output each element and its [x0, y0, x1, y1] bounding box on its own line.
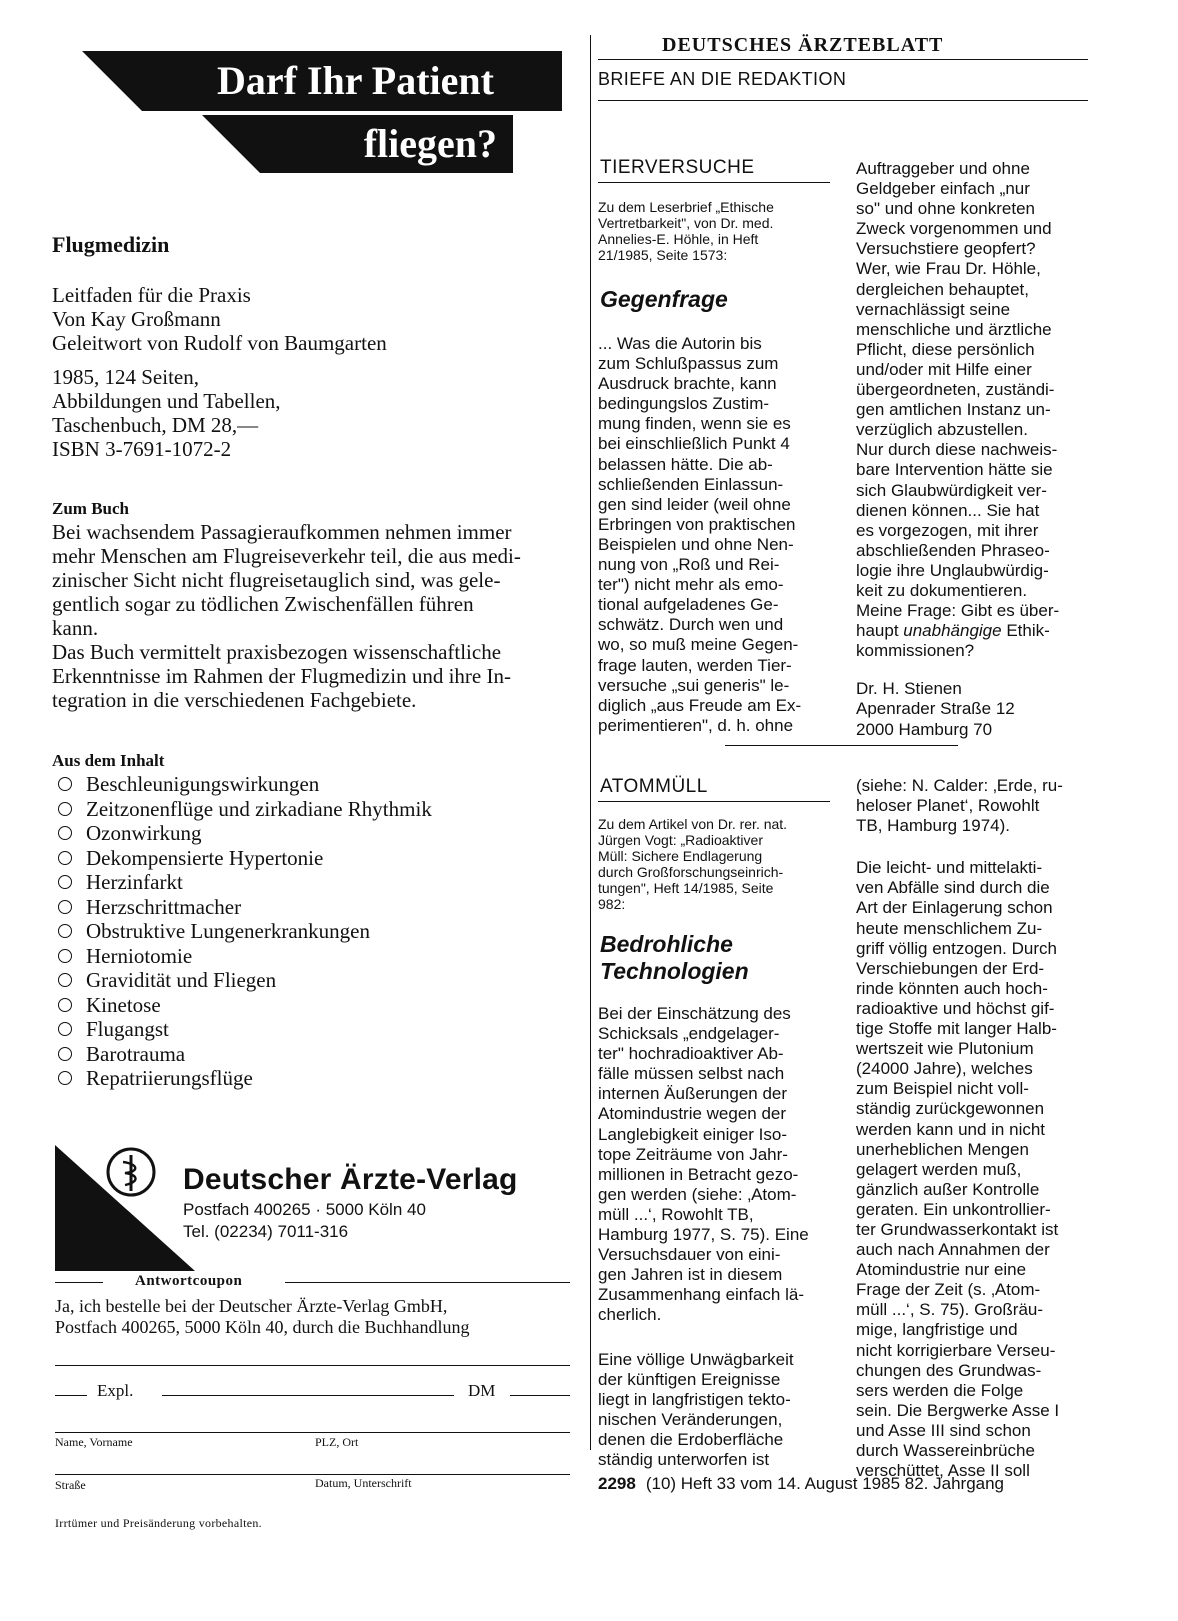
circle-bullet-icon — [58, 1047, 72, 1061]
text-line: ... Was die Autorin bis — [598, 334, 762, 353]
text-line: gen amtlichen Instanz un- — [856, 400, 1051, 420]
text-line: so" und ohne konkreten — [856, 199, 1035, 219]
text-line: sich Glaubwürdigkeit ver- — [856, 480, 1047, 500]
text-line: ständig zurückgewonnen — [856, 1099, 1045, 1119]
text-line: ständig unterworfen ist — [598, 1449, 770, 1469]
intro-line: Annelies-E. Höhle, in Heft — [598, 231, 759, 247]
text-line: cherlich. — [598, 1305, 662, 1325]
text-line: Atomindustrie nur eine — [856, 1260, 1027, 1280]
text-line: Pflicht, diese persönlich — [856, 339, 1035, 359]
book-details — [52, 283, 387, 355]
circle-bullet-icon — [58, 949, 72, 963]
pub-line: Taschenbuch, DM 28,— — [52, 413, 259, 437]
text-line: schließenden Einlassun- — [598, 474, 784, 494]
text-line: heloser Planet‘, Rowohlt — [856, 796, 1040, 816]
circle-bullet-icon — [58, 900, 72, 914]
text-line: Verschiebungen der Erd- — [856, 958, 1045, 978]
ad-banner-top — [82, 51, 562, 111]
intro-line: Zu dem Artikel von Dr. rer. nat. — [598, 816, 788, 832]
text-line: chungen des Grundwas- — [856, 1360, 1042, 1380]
zum-buch-line: kann. — [52, 616, 99, 640]
publisher-tel: Tel. (02234) 7011-316 — [183, 1222, 349, 1241]
label-datum: Datum, Unterschrift — [315, 1476, 412, 1490]
text-line: auch nach Annahmen der — [856, 1240, 1050, 1260]
coupon-line: Ja, ich bestelle bei der Deutscher Ärzte-Verlag GmbH, — [55, 1296, 448, 1316]
text-line: radioaktive und höchst gif- — [856, 998, 1055, 1018]
zum-buch-line: mehr Menschen am Flugreiseverkehr teil, die aus medi- — [52, 544, 521, 568]
ad-banner-bottom — [202, 115, 513, 173]
intro-line: tungen", Heft 14/1985, Seite — [598, 880, 774, 896]
circle-bullet-icon — [58, 802, 72, 816]
text-line: Hamburg 1977, S. 75). Eine — [598, 1225, 809, 1245]
spacer — [856, 661, 1059, 679]
text-line: der künftigen Ereignisse — [598, 1369, 781, 1389]
form-line-buchhandlung[interactable] — [55, 1365, 570, 1366]
text-line: es vorgezogen, mit ihrer — [856, 520, 1039, 540]
text-line: kommissionen? — [856, 641, 975, 661]
text-line: internen Äußerungen der — [598, 1084, 788, 1104]
inhalt-item-label: Herzinfarkt — [86, 870, 183, 894]
text-line: Eine völlige Unwägbarkeit — [598, 1349, 794, 1369]
book-pub-info — [52, 365, 281, 461]
text-run: haupt — [856, 621, 904, 641]
inhalt-item — [52, 993, 432, 1018]
text-line: gen Jahren ist in diesem — [598, 1265, 783, 1285]
intro-line: Zu dem Leserbrief „Ethische — [598, 199, 774, 215]
zum-buch-heading: Zum Buch — [52, 499, 129, 518]
inhalt-heading: Aus dem Inhalt — [52, 751, 165, 770]
text-line: belassen hätte. Die ab- — [598, 454, 773, 474]
text-line: Auftraggeber und ohne — [856, 159, 1030, 178]
intro-line: 982: — [598, 896, 626, 912]
inhalt-item-label: Gravidität und Fliegen — [86, 968, 277, 992]
text-line: dergleichen behauptet, — [856, 279, 1029, 299]
text-line: wertszeit wie Plutonium — [856, 1039, 1034, 1059]
text-line: gelagert werden muß, — [856, 1159, 1022, 1179]
text-line: nung von „Roß und Rei- — [598, 555, 780, 575]
text-line: durch Wassereinbrüche — [856, 1441, 1035, 1460]
text-line: logie ihre Unglaubwürdig- — [856, 560, 1049, 580]
letter-separator — [725, 745, 958, 746]
text-line: bare Intervention hätte sie — [856, 460, 1053, 480]
inhalt-item — [52, 846, 432, 871]
text-line: und Asse III sind schon — [856, 1420, 1031, 1440]
text-line: griff völlig entzogen. Durch — [856, 938, 1057, 958]
intro-line: 21/1985, Seite 1573: — [598, 247, 728, 263]
text-line: Schicksals „endgelager- — [598, 1024, 780, 1044]
publisher-address: Postfach 400265 · 5000 Köln 40 — [183, 1200, 426, 1219]
text-line: ter" hochradioaktiver Ab- — [598, 1044, 784, 1064]
text-line: liegt in langfristigen tekto- — [598, 1389, 791, 1409]
text-line: verzüglich abzustellen. — [856, 420, 1028, 440]
inhalt-item — [52, 1066, 432, 1091]
letter2-headline — [600, 931, 749, 985]
label-expl: Expl. — [97, 1381, 134, 1400]
inhalt-item — [52, 797, 432, 822]
circle-bullet-icon — [58, 851, 72, 865]
banner-headline-line2: fliegen? — [363, 121, 497, 166]
text-line: Atomindustrie wegen der — [598, 1104, 787, 1124]
section-title: BRIEFE AN DIE REDAKTION — [598, 69, 847, 89]
headline-line: Technologien — [600, 958, 749, 984]
page-divider — [590, 35, 591, 1450]
inhalt-item-label: Ozonwirkung — [86, 821, 202, 845]
text-line: zum Schlußpassus zum — [598, 354, 779, 374]
circle-bullet-icon — [58, 973, 72, 987]
text-line: mige, langfristige und — [856, 1320, 1018, 1340]
zum-buch-line: Erkenntnisse im Rahmen der Flugmedizin und ihre In- — [52, 664, 511, 688]
pub-line: ISBN 3-7691-1072-2 — [52, 437, 232, 461]
text-line: versuche „sui generis" le- — [598, 675, 790, 695]
form-line-strasse[interactable] — [55, 1474, 570, 1475]
text-line: Die leicht- und mittelakti- — [856, 858, 1043, 878]
form-line-name[interactable] — [55, 1432, 570, 1433]
text-line: verschüttet, Asse II soll — [856, 1461, 1030, 1481]
text-line: heute menschlichem Zu- — [856, 918, 1043, 938]
text-line: ter Grundwasserkontakt ist — [856, 1219, 1059, 1239]
text-line: tope Zeiträume von Jahr- — [598, 1144, 788, 1164]
text-line: und/oder mit Hilfe einer — [856, 359, 1032, 379]
text-line: (24000 Jahre), welches — [856, 1059, 1033, 1079]
inhalt-item — [52, 895, 432, 920]
text-line: keit zu dokumentieren. — [856, 580, 1028, 600]
circle-bullet-icon — [58, 998, 72, 1012]
inhalt-item-label: Beschleunigungswirkungen — [86, 772, 320, 796]
signature-line: 2000 Hamburg 70 — [856, 719, 993, 739]
disclaimer: Irrtümer und Preisänderung vorbehalten. — [55, 1516, 262, 1530]
text-line: Langlebigkeit einiger Iso- — [598, 1124, 788, 1144]
intro-line: Vertretbarkeit", von Dr. med. — [598, 215, 774, 231]
inhalt-item-label: Herzschrittmacher — [86, 894, 242, 919]
label-plz: PLZ, Ort — [315, 1435, 359, 1449]
text-line: unerheblichen Mengen — [856, 1139, 1029, 1159]
inhalt-item — [52, 944, 432, 969]
text-line: ven Abfälle sind durch die — [856, 878, 1050, 898]
masthead-rule — [598, 59, 1088, 60]
text-line: sein. Die Bergwerke Asse I — [856, 1400, 1060, 1420]
inhalt-item-label: Barotrauma — [86, 1041, 186, 1066]
inhalt-item — [52, 772, 432, 797]
zum-buch-line: gentlich sogar zu tödlichen Zwischenfällen führen — [52, 592, 474, 616]
inhalt-item — [52, 821, 432, 846]
letter2-topic-rule — [598, 801, 830, 802]
detail-line: Von Kay Großmann — [52, 307, 221, 331]
text-line: perimentieren", d. h. ohne — [598, 715, 794, 735]
inhalt-item-label: Kinetose — [86, 992, 161, 1017]
text-line: Frage der Zeit (s. ‚Atom- — [856, 1280, 1041, 1300]
section-rule — [598, 100, 1088, 101]
banner-headline-line1: Darf Ihr Patient — [217, 58, 494, 103]
text-line: Erbringen von praktischen — [598, 514, 796, 534]
page-number: 2298 — [598, 1474, 636, 1493]
inhalt-item-label: Flugangst — [86, 1017, 169, 1041]
circle-bullet-icon — [58, 924, 72, 938]
intro-line: Jürgen Vogt: „Radioaktiver — [598, 832, 763, 848]
text-line: dienen können... Sie hat — [856, 500, 1040, 520]
text-line: diglich „aus Freude am Ex- — [598, 695, 802, 715]
text-line: nischen Veränderungen, — [598, 1409, 783, 1429]
zum-buch-line: zinischer Sicht nicht flugreisetauglich sind, was gele- — [52, 568, 501, 592]
text-line: mung finden, wenn sie es — [598, 414, 791, 434]
coupon-rule-left — [55, 1282, 103, 1283]
inhalt-item-label: Herniotomie — [86, 943, 193, 968]
text-line: millionen in Betracht gezo- — [598, 1164, 799, 1184]
text-line: schwätz. Durch wen und — [598, 615, 784, 635]
inhalt-item-label: Dekompensierte Hypertonie — [86, 845, 324, 870]
text-line: bedingungslos Zustim- — [598, 394, 770, 414]
zum-buch-line: Das Buch vermittelt praxisbezogen wissenschaftliche — [52, 640, 502, 664]
intro-line: Müll: Sichere Endlagerung — [598, 848, 763, 864]
book-title — [52, 232, 169, 258]
text-line: rinde könnten auch hoch- — [856, 978, 1048, 998]
text-line: Zweck vorgenommen und — [856, 219, 1052, 239]
signature-line: Dr. H. Stienen — [856, 679, 962, 699]
book-title-text: Flugmedizin — [52, 232, 170, 257]
label-strasse: Straße — [55, 1478, 86, 1492]
text-line: wo, so muß meine Gegen- — [598, 635, 799, 655]
text-line: (siehe: N. Calder: ‚Erde, ru- — [856, 776, 1063, 795]
text-line: ter") nicht mehr als emo- — [598, 575, 784, 595]
detail-line: Geleitwort von Rudolf von Baumgarten — [52, 331, 387, 355]
text-line: geraten. Ein unkontrollier- — [856, 1199, 1051, 1219]
issue-info: (10) Heft 33 vom 14. August 1985 82. Jahrgang — [645, 1474, 1005, 1493]
headline-line: Bedrohliche — [600, 931, 733, 957]
coupon-heading: Antwortcoupon — [135, 1273, 243, 1289]
text-line: müll ...‘, S. 75). Großräu- — [856, 1300, 1044, 1320]
coupon-line: Postfach 400265, 5000 Köln 40, durch die Buchhandlung — [55, 1317, 470, 1337]
aesculapius-logo-icon — [105, 1146, 157, 1198]
inhalt-item — [52, 1042, 432, 1067]
text-line: vernachlässigt seine — [856, 299, 1011, 319]
letter2-intro — [598, 816, 830, 912]
form-line-expl-pre[interactable] — [55, 1395, 87, 1396]
pub-line: Abbildungen und Tabellen, — [52, 389, 281, 413]
text-line: frage lauten, werden Tier- — [598, 655, 792, 675]
circle-bullet-icon — [58, 777, 72, 791]
text-line: übergeordneten, zuständi- — [856, 380, 1055, 400]
zum-buch-line: Bei wachsendem Passagieraufkommen nehmen immer — [52, 520, 512, 544]
text-line: TB, Hamburg 1974). — [856, 816, 1011, 836]
inhalt-item-label: Repatriierungsflüge — [86, 1066, 253, 1090]
inhalt-item-label: Obstruktive Lungenerkrankungen — [86, 919, 371, 943]
text-line: fälle müssen selbst nach — [598, 1064, 785, 1084]
text-line: gen werden (siehe: ‚Atom- — [598, 1184, 797, 1204]
letter1-intro — [598, 199, 830, 263]
circle-bullet-icon — [58, 826, 72, 840]
text-line: Versuchsdauer von eini- — [598, 1245, 781, 1265]
text-line: nicht korrigierbare Verseu- — [856, 1340, 1056, 1360]
signature-line: Apenrader Straße 12 — [856, 699, 1015, 719]
form-line-expl[interactable] — [162, 1395, 454, 1396]
text-line: tional aufgeladenes Ge- — [598, 595, 779, 615]
text-line: Wer, wie Frau Dr. Höhle, — [856, 259, 1041, 279]
inhalt-item — [52, 1017, 432, 1042]
coupon-rule-right — [285, 1282, 570, 1283]
letter1-topic-rule — [598, 182, 830, 183]
label-name: Name, Vorname — [55, 1435, 133, 1449]
text-line: tige Stoffe mit langer Halb- — [856, 1019, 1057, 1039]
text-line: werden kann und in nicht — [856, 1119, 1046, 1139]
text-line: Bei der Einschätzung des — [598, 1004, 791, 1023]
circle-bullet-icon — [58, 1022, 72, 1036]
page-footer — [598, 1474, 1004, 1494]
circle-bullet-icon — [58, 1071, 72, 1085]
text-run-italic: unabhängige — [903, 621, 1002, 641]
text-run: Ethik- — [1001, 621, 1050, 641]
text-line: abschließenden Phraseo- — [856, 540, 1050, 560]
text-line: gänzlich außer Kontrolle — [856, 1179, 1040, 1199]
text-line — [856, 621, 1059, 641]
spacer — [856, 836, 1063, 858]
detail-line: Leitfaden für die Praxis — [52, 283, 251, 307]
zum-buch-line: tegration in die verschiedenen Fachgebiete. — [52, 688, 417, 712]
letter1-headline: Gegenfrage — [600, 286, 728, 312]
inhalt-item — [52, 968, 432, 993]
letter1-topic: TIERVERSUCHE — [600, 157, 755, 178]
text-line: sers werden die Folge — [856, 1380, 1024, 1400]
label-dm: DM — [468, 1381, 496, 1400]
letter2-col2 — [856, 776, 1063, 1481]
text-line: gen sind leider (weil ohne — [598, 494, 791, 514]
circle-bullet-icon — [58, 875, 72, 889]
text-line: Ausdruck brachte, kann — [598, 374, 777, 394]
text-line: Beispielen und ohne Nen- — [598, 534, 794, 554]
text-line: Nur durch diese nachweis- — [856, 440, 1058, 460]
letter2-col1 — [598, 1004, 809, 1470]
coupon-text — [55, 1296, 469, 1338]
text-line: Geldgeber einfach „nur — [856, 179, 1030, 199]
masthead: DEUTSCHES ÄRZTEBLATT — [662, 34, 944, 56]
text-line: denen die Erdoberfläche — [598, 1429, 784, 1449]
inhalt-item — [52, 919, 432, 944]
text-line: bei einschließlich Punkt 4 — [598, 434, 790, 454]
pub-line: 1985, 124 Seiten, — [52, 365, 199, 389]
letter1-col2 — [856, 159, 1059, 740]
text-line: Versuchstiere geopfert? — [856, 239, 1036, 259]
text-line: müll ...‘, Rowohlt TB, — [598, 1204, 754, 1224]
text-line: Art der Einlagerung schon — [856, 898, 1053, 918]
letter1-col1 — [598, 334, 801, 736]
intro-line: durch Großforschungseinrich- — [598, 864, 784, 880]
inhalt-item — [52, 870, 432, 895]
text-line: menschliche und ärztliche — [856, 319, 1052, 339]
spacer — [598, 1326, 809, 1350]
publisher-name: Deutscher Ärzte-Verlag — [183, 1163, 518, 1196]
letter2-topic: ATOMMÜLL — [600, 776, 708, 797]
text-line: Zusammenhang einfach lä- — [598, 1285, 805, 1305]
text-line: zum Beispiel nicht voll- — [856, 1079, 1029, 1099]
inhalt-item-label: Zeitzonenflüge und zirkadiane Rhythmik — [86, 796, 432, 821]
text-line: Meine Frage: Gibt es über- — [856, 601, 1060, 621]
form-line-dm[interactable] — [510, 1395, 570, 1396]
zum-buch-section — [52, 498, 570, 712]
inhalt-section — [52, 750, 432, 1091]
